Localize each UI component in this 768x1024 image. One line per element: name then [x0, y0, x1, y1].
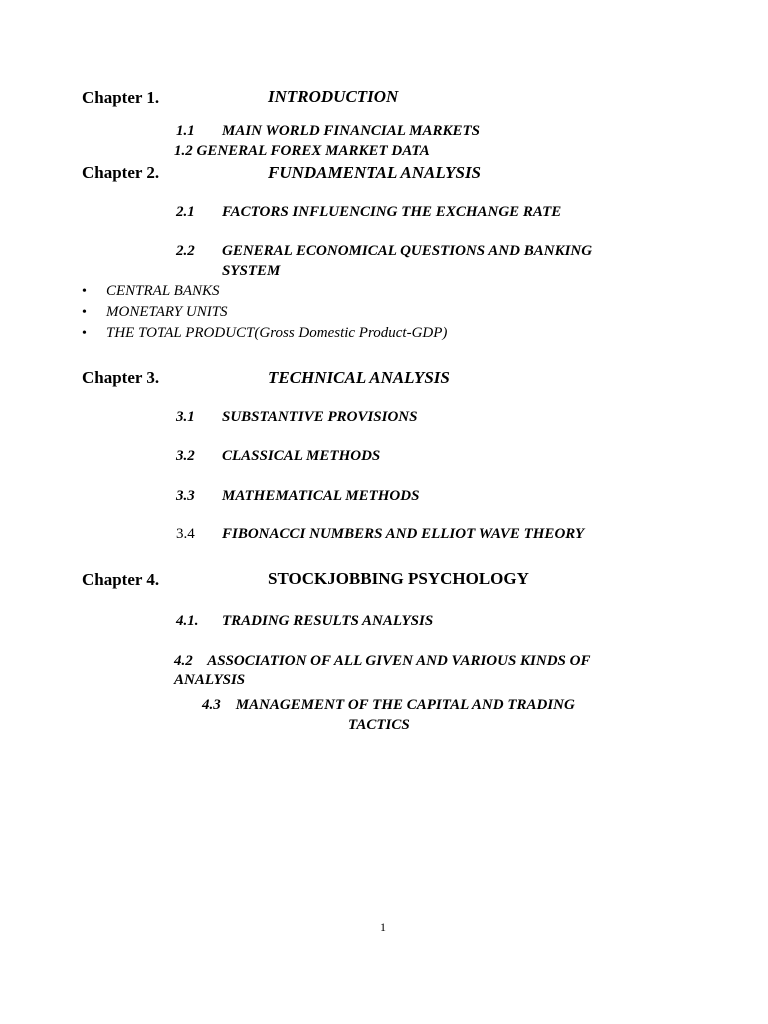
chapter-1-title: INTRODUCTION [268, 87, 399, 106]
section-3-2-number: 3.2 [176, 448, 195, 464]
section-1-2-title: 1.2 GENERAL FOREX MARKET DATA [174, 143, 430, 159]
chapter-3-title: TECHNICAL ANALYSIS [268, 368, 450, 387]
chapter-1-label: Chapter 1. [82, 88, 160, 107]
bullet-item-monetary-units: MONETARY UNITS [106, 304, 228, 320]
section-3-2-title: CLASSICAL METHODS [222, 448, 381, 464]
section-1-1-number: 1.1 [176, 123, 195, 139]
bullet-glyph: • [82, 284, 87, 299]
bullet-item-total-product: THE TOTAL PRODUCT(Gross Domestic Product-GDP) [106, 325, 448, 341]
section-2-2-number: 2.2 [176, 243, 195, 259]
chapter-4-title: STOCKJOBBING PSYCHOLOGY [268, 569, 529, 588]
section-4-1-title: TRADING RESULTS ANALYSIS [222, 613, 434, 629]
section-3-1-number: 3.1 [176, 409, 195, 425]
section-2-1-number: 2.1 [176, 204, 195, 220]
section-2-1-title: FACTORS INFLUENCING THE EXCHANGE RATE [222, 204, 562, 220]
section-4-3-title-line1: 4.3 MANAGEMENT OF THE CAPITAL AND TRADING [202, 697, 575, 713]
section-3-1-title: SUBSTANTIVE PROVISIONS [222, 409, 418, 425]
section-3-3-number: 3.3 [176, 488, 195, 504]
chapter-4-label: Chapter 4. [82, 570, 160, 589]
bullet-item-central-banks: CENTRAL BANKS [106, 283, 220, 299]
chapter-3-label: Chapter 3. [82, 368, 160, 387]
section-3-4-number: 3.4 [176, 526, 195, 542]
section-3-4-title: FIBONACCI NUMBERS AND ELLIOT WAVE THEORY [222, 526, 585, 542]
section-2-2-title-line2: SYSTEM [222, 263, 281, 279]
chapter-2-label: Chapter 2. [82, 163, 160, 182]
section-4-3-title-line2: TACTICS [348, 717, 410, 733]
bullet-glyph: • [82, 305, 87, 320]
section-3-3-title: MATHEMATICAL METHODS [222, 488, 420, 504]
section-4-2-title-line1: 4.2 ASSOCIATION OF ALL GIVEN AND VARIOUS KINDS OF [174, 653, 591, 669]
section-4-1-number: 4.1. [176, 613, 199, 629]
section-2-2-title-line1: GENERAL ECONOMICAL QUESTIONS AND BANKING [222, 243, 593, 259]
section-4-2-title-line2: ANALYSIS [174, 672, 246, 688]
page-number: 1 [380, 920, 386, 934]
section-1-1-title: MAIN WORLD FINANCIAL MARKETS [222, 123, 480, 139]
chapter-2-title: FUNDAMENTAL ANALYSIS [268, 163, 482, 182]
bullet-glyph: • [82, 326, 87, 341]
